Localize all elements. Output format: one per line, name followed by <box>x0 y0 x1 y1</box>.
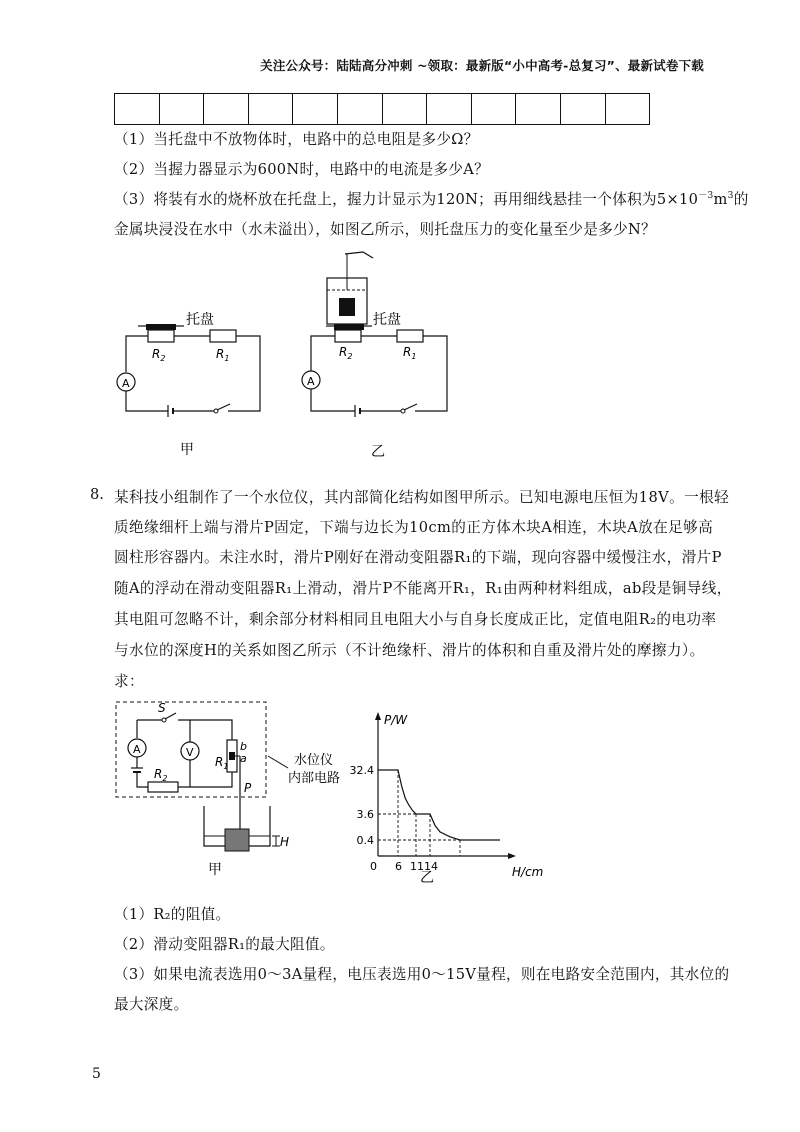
device-label-2: 内部电路 <box>288 771 341 786</box>
svg-text:A: A <box>122 377 130 390</box>
label-a: a <box>240 752 247 765</box>
page-header: 关注公众号：陆陆高分冲刺 ~领取：最新版“小中高考-总复习”、最新试卷下载 <box>260 58 704 73</box>
r1-label: $R_1$ <box>216 347 230 363</box>
svg-text:V: V <box>186 746 194 759</box>
r2-resistor <box>335 330 361 342</box>
q8-sub2: （2）滑动变阻器R₁的最大阻值。 <box>114 936 335 953</box>
answer-table <box>114 93 650 125</box>
r2-label: $R_2$ <box>152 347 166 363</box>
q8-sub1: （1）R₂的阻值。 <box>114 906 231 923</box>
q8-figure-jia <box>112 696 362 882</box>
svg-text:A: A <box>307 375 315 388</box>
q8-line: 其电阻可忽略不计，剩余部分材料相同且电阻大小与自身长度成正比，定值电阻R₂的电功率 <box>114 611 717 628</box>
x-axis-label: H/cm <box>512 865 544 879</box>
q8-line: 质绝缘细杆上端与滑片P固定，下端与边长为10cm的正方体木块A相连，木块A放在足够高 <box>114 519 714 536</box>
metal-block <box>339 298 355 316</box>
origin-label: 0 <box>370 860 377 873</box>
q8-line: 与水位的深度H的关系如图乙所示（不计绝缘杆、滑片的体积和自重及滑片处的摩擦力）。 <box>114 642 705 659</box>
page-number: 5 <box>92 1066 101 1082</box>
series-line <box>378 770 500 840</box>
label-b: b <box>240 740 247 753</box>
tray <box>334 324 364 330</box>
label-h: H <box>280 835 290 849</box>
r2-label: $R_2$ <box>339 345 353 361</box>
y-tick-label: 0.4 <box>356 834 374 847</box>
hand-icon <box>345 252 373 258</box>
q8-line: 圆柱形容器内。未注水时，滑片P刚好在滑动变阻器R₁的下端，现向容器中缓慢注水，滑片P <box>114 549 722 566</box>
fig-caption-yi: 乙 <box>420 870 434 884</box>
fig-caption-yi: 乙 <box>371 444 385 460</box>
r2-label: $R_2$ <box>154 767 168 783</box>
y-tick-label: 32.4 <box>349 764 374 777</box>
y-axis-arrow-icon <box>375 712 381 720</box>
q7-figure-yi <box>293 248 463 463</box>
q8-chart <box>340 708 560 884</box>
r1-resistor <box>210 330 236 342</box>
q7-sub2: （2）当握力器显示为600N时，电路中的电流是多少A？ <box>114 161 490 178</box>
wood-block-a <box>225 829 249 851</box>
tray <box>146 324 176 330</box>
q7-sub1: （1）当托盘中不放物体时，电路中的总电阻是多少Ω？ <box>114 131 479 148</box>
r1-resistor <box>397 330 423 342</box>
fig-caption-jia: 甲 <box>180 442 194 458</box>
switch-icon <box>404 404 417 410</box>
q8-sub3-line1: （3）如果电流表选用0～3A量程，电压表选用0～15V量程，则在电路安全范围内，其水位的 <box>114 966 730 983</box>
x-tick-label: 11 <box>410 860 424 873</box>
r2-resistor <box>148 330 174 342</box>
q7-sub3-line1: （3）将装有水的烧杯放在托盘上，握力计显示为120N；再用细线悬挂一个体积为$5\times 10^{-3}m^3$的 <box>114 191 749 208</box>
fig-caption-jia: 甲 <box>208 862 222 878</box>
x-tick-label: 14 <box>424 860 438 873</box>
y-tick-label: 3.6 <box>356 808 374 821</box>
switch-icon <box>165 713 176 719</box>
slider-p <box>229 752 235 760</box>
device-label-1: 水位仪 <box>294 753 334 768</box>
q7-sub3-line2: 金属块浸没在水中（水未溢出），如图乙所示，则托盘压力的变化量至少是多少N？ <box>114 221 656 238</box>
y-axis-label: P/W <box>384 713 408 727</box>
q8-number: 8. <box>90 486 104 503</box>
r2-resistor <box>148 782 178 792</box>
q8-sub3-line2: 最大深度。 <box>114 996 189 1013</box>
q8-line: 随A的浮动在滑动变阻器R₁上滑动，滑片P不能离开R₁，R₁由两种材料组成，ab段是铜导线， <box>114 580 732 597</box>
switch-label: S <box>158 701 166 715</box>
r1-label: $R_1$ <box>403 345 417 361</box>
x-axis-arrow-icon <box>508 853 516 859</box>
svg-text:A: A <box>133 743 141 756</box>
label-p: P <box>244 781 252 795</box>
tray-label: 托盘 <box>373 312 401 328</box>
q8-line: 求： <box>114 673 144 690</box>
r1-label: $R_1$ <box>215 755 229 771</box>
tray-label: 托盘 <box>186 312 214 328</box>
x-tick-label: 6 <box>395 860 402 873</box>
q7-figure-jia <box>110 296 270 461</box>
q8-line: 某科技小组制作了一个水位仪，其内部简化结构如图甲所示。已知电源电压恒为18V。一根轻 <box>114 489 730 506</box>
switch-icon <box>217 404 230 410</box>
